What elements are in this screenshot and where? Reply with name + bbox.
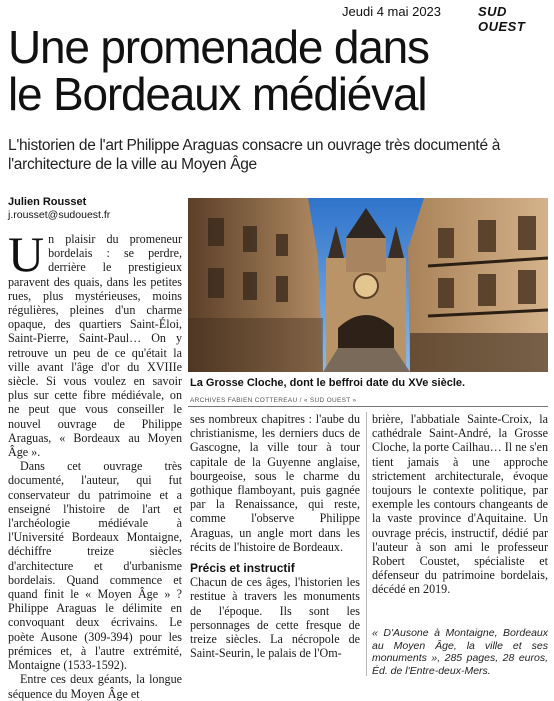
headline-line-2: le Bordeaux médiéval xyxy=(8,68,427,120)
subheading: Précis et instructif xyxy=(190,561,295,576)
paragraph-3: Entre ces deux géants, la longue séquence du Moyen Âge et xyxy=(8,672,182,701)
paragraph-5: Chacun de ces âges, l'historien les restitue à travers les monuments de l'époque. Ils sont les personnages de cette fresque de treize siècles. La nécropole de Saint-Seurin, le palais de l'Om- xyxy=(190,575,360,661)
article-dek: L'historien de l'art Philippe Araguas consacre un ouvrage très documenté à l'architecture de la ville au Moyen Âge xyxy=(8,137,501,173)
column-divider xyxy=(366,412,367,676)
publication-date: Jeudi 4 mai 2023 xyxy=(342,4,442,19)
divider-line xyxy=(188,406,548,407)
paragraph-6: brière, l'abbatiale Sainte-Croix, la cathédrale Saint-André, la Grosse Cloche, la porte Cailhau… Il ne s'en tient jamais à une approche strictement architecturale, évoque toujours le contexte politique, par exemple les contours changeants de la vaste province d'Aquitaine. Un ouvrage précis, instructif, dédié par l'auteur à son ami le professeur Robert Coustet, spécialiste et défenseur du patrimoine bordelais, décédé en 2019. xyxy=(372,412,548,597)
grosse-cloche-image xyxy=(188,198,548,372)
paragraph-1: n plaisir du promeneur bordelais : se perdre, derrière le prestigieux paravent des quais, dans les petites rues, plus mystérieuses, moins régulières, pleines d'un charme opaque, des quartiers Saint-Éloi, Saint-Pierre, Saint-Paul… On y retrouve un peu de ce qu'était la ville avant l'âge d'or du XVIIIe siècle. Si vous voulez en savoir plus sur cette fibre médiévale, on ne peut que vous conseiller le nouvel ouvrage de Philippe Araguas, « Bordeaux au Moyen Âge ». xyxy=(8,232,182,460)
author-email[interactable]: j.rousset@sudouest.fr xyxy=(8,209,111,221)
book-info: « D'Ausone à Montaigne, Bordeaux au Moyen Âge, la ville et ses monuments », 285 pages, 28 euros, Éd. de l'Entre-deux-Mers. xyxy=(372,627,548,677)
paragraph-4: ses nombreux chapitres : l'aube du christianisme, les derniers ducs de Gascogne, la ville tour à tour capitale de la Guyenne anglaise, bourgeoise, sous le charme du gothique flamboyant, puis gagnée par la Renaissance, qui reste, comme l'observe Philippe Araguas, un angle mort dans les récits de l'histoire de Bordeaux. xyxy=(190,412,360,554)
drop-cap: U xyxy=(8,226,45,282)
article-photo xyxy=(188,198,548,372)
headline xyxy=(8,21,548,120)
column-1 xyxy=(8,226,182,701)
photo-credit: ARCHIVES FABIEN COTTEREAU / « SUD OUEST » xyxy=(190,397,357,404)
headline-line-1: Une promenade dans xyxy=(8,21,429,73)
column-3 xyxy=(372,412,548,622)
column-2 xyxy=(190,412,360,678)
photo-caption: La Grosse Cloche, dont le beffroi date du XVe siècle. xyxy=(190,377,466,389)
publication-name: SUD OUEST xyxy=(478,4,526,34)
author-name: Julien Rousset xyxy=(8,196,87,208)
paragraph-2: Dans cet ouvrage très documenté, l'auteur, qui fut conservateur du patrimoine et a enseigné l'histoire de l'art et l'archéologie médiévale à l'Université Bordeaux Montaigne, déchiffre treize siècles d'architecture et d'urbanisme bordelais. Quand commence et quand finit le « Moyen Âge » ? Philippe Araguas le délimite en convoquant deux écrivains. Le poète Ausone (309-394) pour les prémices et, à l'autre extrémité, Montaigne (1533-1592). xyxy=(8,459,182,673)
